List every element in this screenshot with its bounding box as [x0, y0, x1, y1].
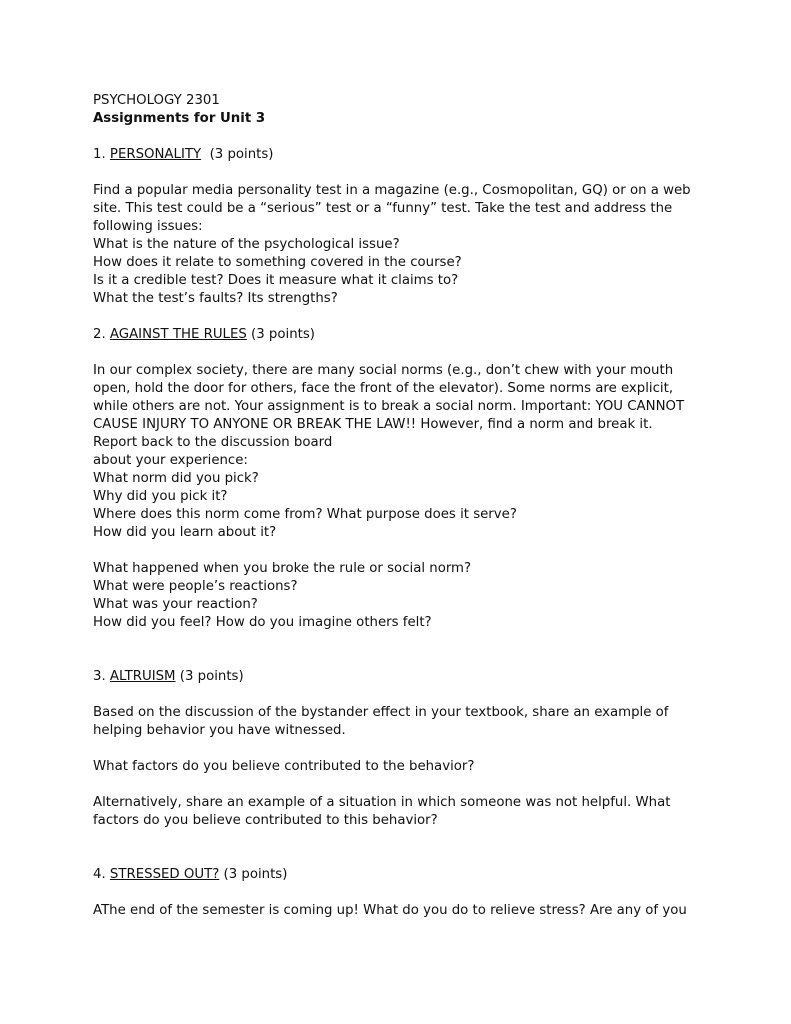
section-3-body [93, 704, 713, 740]
text-line: Based on the discussion of the bystander effect in your textbook, share an example of [93, 705, 669, 720]
section-heading-altruism: 3. ALTRUISM (3 points) [93, 669, 244, 684]
text-line: Report back to the discussion board [93, 435, 333, 450]
text-line: Where does this norm come from? What purpose does it serve? [93, 507, 517, 522]
section-1-body [93, 182, 713, 308]
text-line: while others are not. Your assignment is to break a social norm. Important: YOU CANNOT [93, 399, 685, 414]
section-title: STRESSED OUT? [109, 867, 220, 882]
text-line: How did you feel? How do you imagine others felt? [93, 615, 432, 630]
section-title: AGAINST THE RULES [109, 327, 247, 342]
text-line: Why did you pick it? [93, 489, 228, 504]
page-heading: Assignments for Unit 3 [93, 111, 266, 126]
section-heading-personality: 1. PERSONALITY (3 points) [93, 147, 274, 162]
text-line: Is it a credible test? Does it measure what it claims to? [93, 273, 459, 288]
text-line: site. This test could be a “serious” test or a “funny” test. Take the test and address the [93, 201, 673, 216]
text-line: What norm did you pick? [93, 471, 259, 486]
document-page [93, 92, 713, 920]
text-line: helping behavior you have witnessed. [93, 723, 346, 738]
text-line: What happened when you broke the rule or social norm? [93, 561, 472, 576]
text-line: following issues: [93, 219, 203, 234]
text-line: What were people’s reactions? [93, 579, 298, 594]
text-line: What factors do you believe contributed to the behavior? [93, 759, 475, 774]
text-line: Find a popular media personality test in a magazine (e.g., Cosmopolitan, GQ) or on a web [93, 183, 691, 198]
text-line: How does it relate to something covered in the course? [93, 255, 462, 270]
text-line: open, hold the door for others, face the front of the elevator). Some norms are explicit, [93, 381, 674, 396]
text-line: AThe end of the semester is coming up! What do you do to relieve stress? Are any of you [93, 903, 687, 918]
text-line: CAUSE INJURY TO ANYONE OR BREAK THE LAW!! However, find a norm and break it. [93, 417, 653, 432]
text-line: factors do you believe contributed to this behavior? [93, 813, 438, 828]
text-line: about your experience: [93, 453, 248, 468]
course-title: PSYCHOLOGY 2301 [93, 93, 220, 108]
section-3-alternative [93, 794, 713, 830]
text-line: What was your reaction? [93, 597, 258, 612]
text-line: What the test’s faults? Its strengths? [93, 291, 338, 306]
text-line: What is the nature of the psychological issue? [93, 237, 400, 252]
text-line: Alternatively, share an example of a situation in which someone was not helpful. What [93, 795, 671, 810]
section-2-body [93, 362, 713, 542]
text-line: How did you learn about it? [93, 525, 277, 540]
text-line: In our complex society, there are many social norms (e.g., don’t chew with your mouth [93, 363, 674, 378]
section-2-questions [93, 560, 713, 632]
section-heading-stressed-out: 4. STRESSED OUT? (3 points) [93, 867, 288, 882]
section-heading-against-the-rules: 2. AGAINST THE RULES (3 points) [93, 327, 315, 342]
section-title: ALTRUISM [109, 669, 176, 684]
section-title: PERSONALITY [109, 147, 202, 162]
